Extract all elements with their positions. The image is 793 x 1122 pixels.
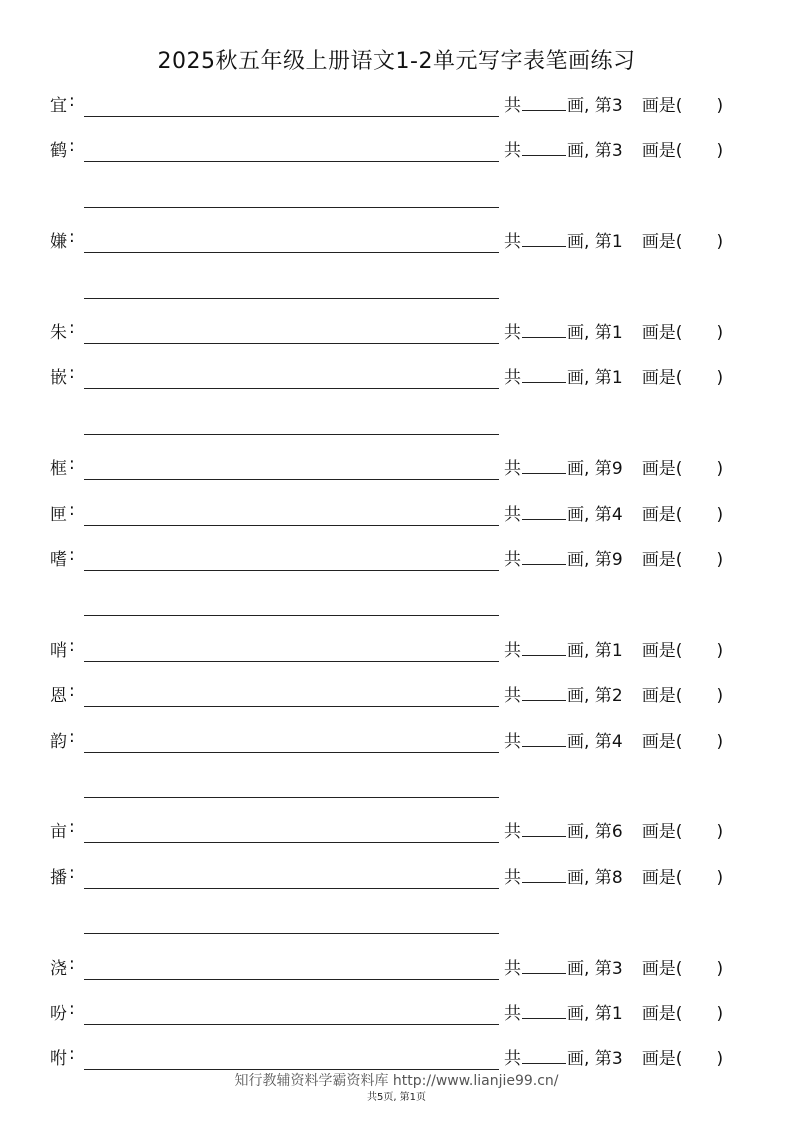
strokes-unit: 画, 第 — [567, 822, 612, 842]
total-prefix: 共 — [504, 323, 521, 343]
stroke-writing-line[interactable] — [84, 479, 499, 480]
nth-stroke-number: 2 — [611, 686, 623, 706]
stroke-writing-line[interactable] — [84, 525, 499, 526]
total-prefix: 共 — [504, 959, 521, 979]
stroke-question — [504, 727, 723, 752]
worksheet-row — [0, 91, 793, 119]
worksheet-row — [0, 1044, 793, 1072]
strokes-unit: 画, 第 — [567, 959, 612, 979]
stroke-is-label: 画是( — [641, 96, 683, 116]
stroke-writing-line[interactable] — [84, 661, 499, 662]
worksheet-row — [0, 999, 793, 1027]
colon: : — [69, 545, 75, 565]
strokes-unit: 画, 第 — [567, 732, 612, 752]
colon: : — [69, 727, 75, 747]
footer-site: 知行教辅资料学霸资料库 http://www.lianjie99.cn/ — [234, 1073, 559, 1089]
nth-stroke-number: 9 — [611, 550, 623, 570]
stroke-count-blank[interactable] — [522, 455, 566, 474]
colon: : — [69, 681, 75, 701]
worksheet-row — [0, 318, 793, 346]
stroke-count-blank[interactable] — [522, 364, 566, 383]
extra-writing-line[interactable] — [84, 933, 499, 934]
worksheet-row — [0, 681, 793, 709]
footer-page-number: 共5页, 第1页 — [366, 1092, 427, 1103]
close-paren: ) — [716, 686, 724, 706]
extra-writing-line[interactable] — [84, 207, 499, 208]
stroke-question — [504, 863, 723, 888]
stroke-question — [504, 227, 723, 252]
close-paren: ) — [716, 459, 724, 479]
worksheet-row — [0, 636, 793, 664]
stroke-writing-line[interactable] — [84, 752, 499, 753]
stroke-count-blank[interactable] — [522, 637, 566, 656]
total-prefix: 共 — [504, 232, 521, 252]
target-character: 嗜 — [50, 550, 67, 570]
stroke-is-label: 画是( — [641, 959, 683, 979]
worksheet-row — [0, 727, 793, 755]
close-paren: ) — [716, 232, 724, 252]
worksheet-row — [0, 817, 793, 845]
stroke-writing-line[interactable] — [84, 1024, 499, 1025]
target-character: 宜 — [50, 96, 67, 116]
strokes-unit: 画, 第 — [567, 141, 612, 161]
stroke-writing-line[interactable] — [84, 252, 499, 253]
stroke-question — [504, 636, 723, 661]
colon: : — [69, 363, 75, 383]
nth-stroke-number: 1 — [611, 323, 623, 343]
strokes-unit: 画, 第 — [567, 641, 612, 661]
stroke-writing-line[interactable] — [84, 161, 499, 162]
total-prefix: 共 — [504, 141, 521, 161]
stroke-writing-line[interactable] — [84, 570, 499, 571]
stroke-is-label: 画是( — [641, 550, 683, 570]
strokes-unit: 画, 第 — [567, 868, 612, 888]
stroke-is-label: 画是( — [641, 141, 683, 161]
colon: : — [69, 91, 75, 111]
nth-stroke-number: 3 — [611, 141, 623, 161]
total-prefix: 共 — [504, 459, 521, 479]
colon: : — [69, 863, 75, 883]
worksheet-row — [0, 863, 793, 891]
stroke-count-blank[interactable] — [522, 501, 566, 520]
target-character: 韵 — [50, 732, 67, 752]
stroke-count-blank[interactable] — [522, 319, 566, 338]
target-character: 亩 — [50, 822, 67, 842]
stroke-count-blank[interactable] — [522, 228, 566, 247]
stroke-question — [504, 91, 723, 116]
target-character: 浇 — [50, 959, 67, 979]
close-paren: ) — [716, 550, 724, 570]
close-paren: ) — [716, 141, 724, 161]
page-title: 2025秋五年级上册语文1-2单元写字表笔画练习 — [157, 49, 636, 74]
total-prefix: 共 — [504, 1004, 521, 1024]
strokes-unit: 画, 第 — [567, 232, 612, 252]
stroke-is-label: 画是( — [641, 822, 683, 842]
stroke-writing-line[interactable] — [84, 842, 499, 843]
extra-writing-line[interactable] — [84, 298, 499, 299]
target-character: 嫌 — [50, 232, 67, 252]
stroke-is-label: 画是( — [641, 1049, 683, 1069]
stroke-count-blank[interactable] — [522, 1045, 566, 1064]
nth-stroke-number: 1 — [611, 641, 623, 661]
colon: : — [69, 999, 75, 1019]
colon: : — [69, 136, 75, 156]
stroke-is-label: 画是( — [641, 641, 683, 661]
worksheet-row — [0, 136, 793, 164]
stroke-writing-line[interactable] — [84, 116, 499, 117]
nth-stroke-number: 1 — [611, 1004, 623, 1024]
stroke-writing-line[interactable] — [84, 979, 499, 980]
total-prefix: 共 — [504, 641, 521, 661]
stroke-is-label: 画是( — [641, 459, 683, 479]
target-character: 匣 — [50, 505, 67, 525]
total-prefix: 共 — [504, 550, 521, 570]
nth-stroke-number: 4 — [611, 505, 623, 525]
worksheet-row — [0, 454, 793, 482]
nth-stroke-number: 3 — [611, 959, 623, 979]
total-prefix: 共 — [504, 732, 521, 752]
total-prefix: 共 — [504, 686, 521, 706]
stroke-question — [504, 817, 723, 842]
target-character: 嵌 — [50, 368, 67, 388]
strokes-unit: 画, 第 — [567, 1049, 612, 1069]
colon: : — [69, 318, 75, 338]
close-paren: ) — [716, 822, 724, 842]
close-paren: ) — [716, 868, 724, 888]
stroke-question — [504, 545, 723, 570]
stroke-is-label: 画是( — [641, 505, 683, 525]
close-paren: ) — [716, 96, 724, 116]
stroke-question — [504, 318, 723, 343]
strokes-unit: 画, 第 — [567, 505, 612, 525]
strokes-unit: 画, 第 — [567, 459, 612, 479]
worksheet-row — [0, 227, 793, 255]
stroke-question — [504, 954, 723, 979]
extra-writing-line[interactable] — [84, 434, 499, 435]
stroke-writing-line[interactable] — [84, 343, 499, 344]
extra-writing-line[interactable] — [84, 615, 499, 616]
close-paren: ) — [716, 1004, 724, 1024]
close-paren: ) — [716, 641, 724, 661]
colon: : — [69, 636, 75, 656]
stroke-question — [504, 454, 723, 479]
strokes-unit: 画, 第 — [567, 686, 612, 706]
close-paren: ) — [716, 323, 724, 343]
target-character: 哨 — [50, 641, 67, 661]
stroke-count-blank[interactable] — [522, 818, 566, 837]
stroke-writing-line[interactable] — [84, 388, 499, 389]
stroke-question — [504, 1044, 723, 1069]
stroke-count-blank[interactable] — [522, 728, 566, 747]
colon: : — [69, 500, 75, 520]
stroke-count-blank[interactable] — [522, 546, 566, 565]
nth-stroke-number: 6 — [611, 822, 623, 842]
close-paren: ) — [716, 505, 724, 525]
strokes-unit: 画, 第 — [567, 96, 612, 116]
stroke-is-label: 画是( — [641, 1004, 683, 1024]
stroke-is-label: 画是( — [641, 868, 683, 888]
worksheet-row — [0, 363, 793, 391]
colon: : — [69, 454, 75, 474]
total-prefix: 共 — [504, 1049, 521, 1069]
stroke-count-blank[interactable] — [522, 955, 566, 974]
stroke-is-label: 画是( — [641, 686, 683, 706]
colon: : — [69, 227, 75, 247]
stroke-count-blank[interactable] — [522, 137, 566, 156]
target-character: 恩 — [50, 686, 67, 706]
stroke-count-blank[interactable] — [522, 864, 566, 883]
nth-stroke-number: 4 — [611, 732, 623, 752]
stroke-question — [504, 136, 723, 161]
close-paren: ) — [716, 732, 724, 752]
total-prefix: 共 — [504, 505, 521, 525]
close-paren: ) — [716, 959, 724, 979]
total-prefix: 共 — [504, 368, 521, 388]
stroke-question — [504, 681, 723, 706]
total-prefix: 共 — [504, 822, 521, 842]
strokes-unit: 画, 第 — [567, 550, 612, 570]
close-paren: ) — [716, 1049, 724, 1069]
colon: : — [69, 954, 75, 974]
stroke-count-blank[interactable] — [522, 92, 566, 111]
target-character: 朱 — [50, 323, 67, 343]
stroke-writing-line[interactable] — [84, 706, 499, 707]
target-character: 播 — [50, 868, 67, 888]
stroke-is-label: 画是( — [641, 232, 683, 252]
target-character: 框 — [50, 459, 67, 479]
total-prefix: 共 — [504, 868, 521, 888]
colon: : — [69, 817, 75, 837]
target-character: 鹤 — [50, 141, 67, 161]
worksheet-row — [0, 500, 793, 528]
stroke-count-blank[interactable] — [522, 1000, 566, 1019]
strokes-unit: 画, 第 — [567, 1004, 612, 1024]
worksheet-row — [0, 954, 793, 982]
strokes-unit: 画, 第 — [567, 323, 612, 343]
stroke-question — [504, 363, 723, 388]
stroke-question — [504, 999, 723, 1024]
target-character: 咐 — [50, 1049, 67, 1069]
stroke-writing-line[interactable] — [84, 888, 499, 889]
nth-stroke-number: 3 — [611, 1049, 623, 1069]
strokes-unit: 画, 第 — [567, 368, 612, 388]
nth-stroke-number: 9 — [611, 459, 623, 479]
stroke-is-label: 画是( — [641, 368, 683, 388]
nth-stroke-number: 1 — [611, 232, 623, 252]
stroke-is-label: 画是( — [641, 323, 683, 343]
colon: : — [69, 1044, 75, 1064]
nth-stroke-number: 8 — [611, 868, 623, 888]
total-prefix: 共 — [504, 96, 521, 116]
close-paren: ) — [716, 368, 724, 388]
nth-stroke-number: 1 — [611, 368, 623, 388]
stroke-count-blank[interactable] — [522, 682, 566, 701]
worksheet-row — [0, 545, 793, 573]
extra-writing-line[interactable] — [84, 797, 499, 798]
nth-stroke-number: 3 — [611, 96, 623, 116]
target-character: 吩 — [50, 1004, 67, 1024]
stroke-is-label: 画是( — [641, 732, 683, 752]
stroke-question — [504, 500, 723, 525]
